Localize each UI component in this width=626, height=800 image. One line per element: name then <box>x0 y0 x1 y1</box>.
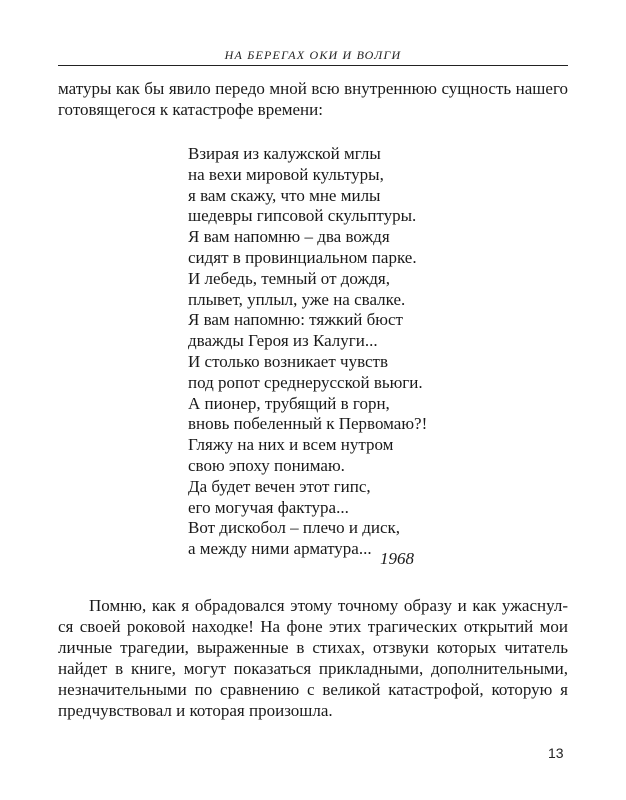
text-line: незначительными по сравнению с великой катастрофой, которую я <box>58 680 568 699</box>
text-line: матуры как бы явило передо мной всю внутреннюю сущность нашего <box>58 79 568 98</box>
poem-line: Гляжу на них и всем нутром <box>188 435 394 455</box>
poem-date: 1968 <box>380 549 414 568</box>
poem-line: сидят в провинциальном парке. <box>188 247 417 267</box>
poem-line: на вехи мировой культуры, <box>188 164 384 184</box>
poem-line: А пионер, трубящий в горн, <box>188 393 390 413</box>
poem-line: Вот дискобол – плечо и диск, <box>188 518 401 538</box>
poem-line: я вам скажу, что мне милы <box>188 185 381 205</box>
text-line: личные трагедии, выраженные в стихах, отзвуки которых читатель <box>58 638 568 657</box>
poem-line: И лебедь, темный от дождя, <box>188 268 390 288</box>
poem-line: Да будет вечен этот гипс, <box>188 476 371 496</box>
text-line: ся своей роковой находке! На фоне этих трагических открытий мои <box>58 617 568 636</box>
poem-line: под ропот среднерусской вьюги. <box>188 372 423 392</box>
header-rule <box>58 65 568 66</box>
poem-line: дважды Героя из Калуги... <box>188 331 378 351</box>
paragraph-main <box>58 595 568 721</box>
poem-line: вновь побеленный к Первомаю?! <box>188 414 428 434</box>
poem-line: шедевры гипсовой скульптуры. <box>188 206 417 226</box>
text-line: найдет в книге, могут показаться прикладными, дополнительными, <box>58 659 568 678</box>
poem-line: Взирая из калужской мглы <box>188 144 381 163</box>
page-number: 13 <box>548 745 564 761</box>
poem-line: И столько возникает чувств <box>188 351 389 371</box>
poem-line: его могучая фактура... <box>188 497 349 517</box>
poem-line: свою эпоху понимаю. <box>188 455 345 475</box>
poem <box>188 144 427 560</box>
poem-line: Я вам напомню – два вождя <box>188 227 390 247</box>
running-head: НА БЕРЕГАХ ОКИ И ВОЛГИ <box>224 48 402 62</box>
poem-line: Я вам напомню: тяжкий бюст <box>188 310 403 330</box>
text-line: Помню, как я обрадовался этому точному образу и как ужаснул- <box>89 596 568 615</box>
poem-line: а между ними арматура... <box>188 539 372 559</box>
text-line: предчувствовал и которая произошла. <box>58 701 333 720</box>
paragraph-continued <box>58 78 568 120</box>
text-line: готовящегося к катастрофе времени: <box>58 100 323 119</box>
poem-line: плывет, уплыл, уже на свалке. <box>188 289 406 309</box>
